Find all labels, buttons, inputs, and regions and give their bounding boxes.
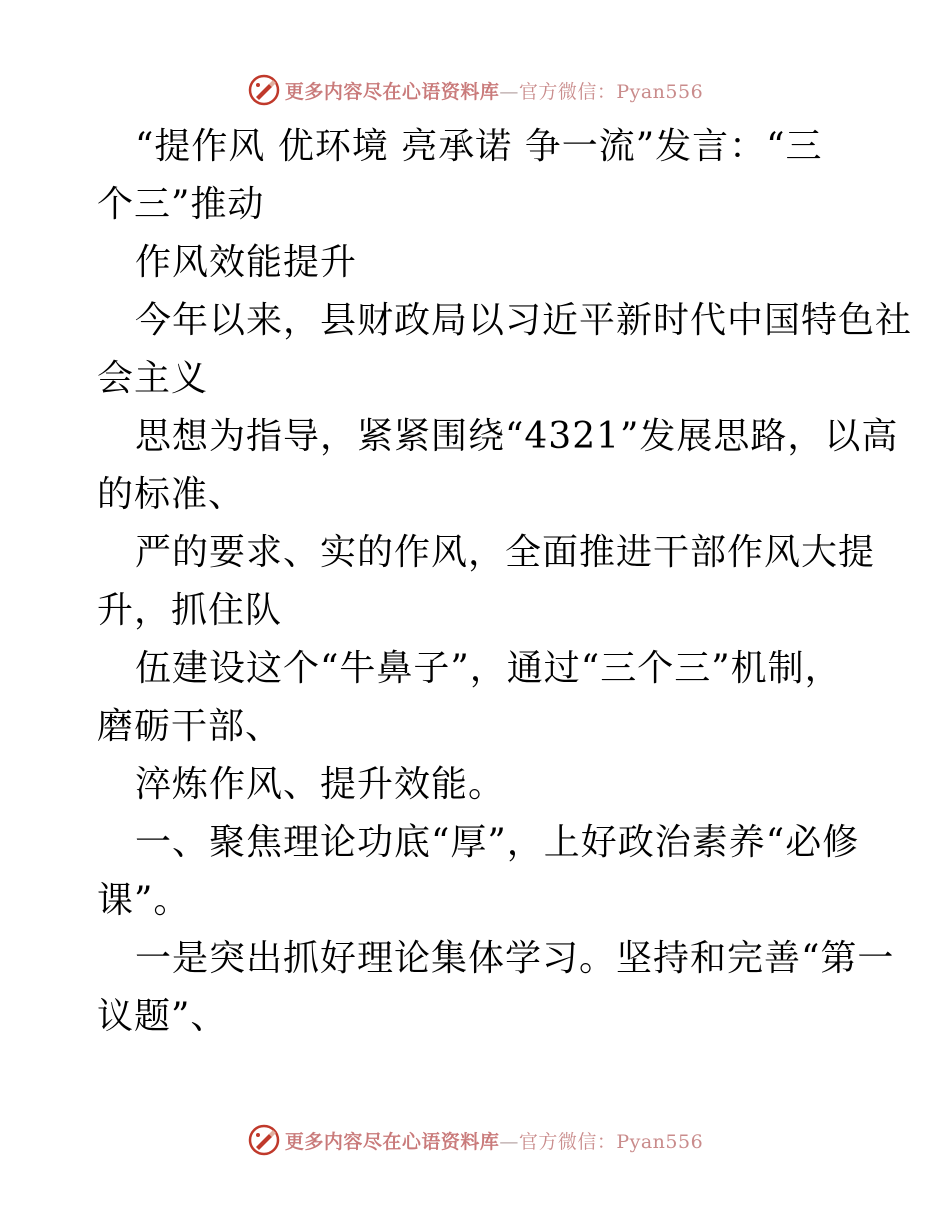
paragraph-line: 磨砺干部、 [97,706,283,747]
brand-logo-icon [247,73,281,107]
header-banner-text [285,77,703,104]
section-heading-line: 课”。 [97,880,191,921]
footer-dash: — [499,1130,519,1153]
header-brand-text: 更多内容尽在心语资料库 [284,80,500,103]
header-banner [0,70,950,110]
paragraph-line: 淬炼作风、提升效能。 [135,764,506,805]
paragraph-line: 一是突出抓好理论集体学习。坚持和完善“第一 [135,938,895,979]
paragraph-line: 思想为指导，紧紧围绕“4321”发展思路，以高 [135,416,899,457]
paragraph-line: 议题”、 [97,996,228,1037]
header-wechat-text: 官方微信：Pyan556 [518,80,704,103]
paragraph-line: 的标准、 [97,474,246,515]
paragraph-line: 今年以来，县财政局以习近平新时代中国特色社 [135,300,913,341]
paragraph-line: 伍建设这个“牛鼻子”，通过“三个三”机制， [135,648,842,689]
footer-wechat-text: 官方微信：Pyan556 [518,1130,704,1153]
paragraph-line: 会主义 [97,358,209,399]
document-body [97,118,913,1046]
title-line-2: 个三”推动 [97,184,265,225]
paragraph-line: 升，抓住队 [97,590,283,631]
footer-banner [0,1120,950,1160]
subtitle-line: 作风效能提升 [135,242,358,283]
footer-banner-text [285,1127,703,1154]
brand-logo-icon [247,1123,281,1157]
footer-brand-text: 更多内容尽在心语资料库 [284,1130,500,1153]
section-heading-line: 一、聚焦理论功底“厚”，上好政治素养“必修 [135,822,860,863]
header-dash: — [499,80,519,103]
paragraph-line: 严的要求、实的作风，全面推进干部作风大提 [135,532,876,573]
title-line-1: “提作风 优环境 亮承诺 争一流”发言：“三 [135,126,823,167]
